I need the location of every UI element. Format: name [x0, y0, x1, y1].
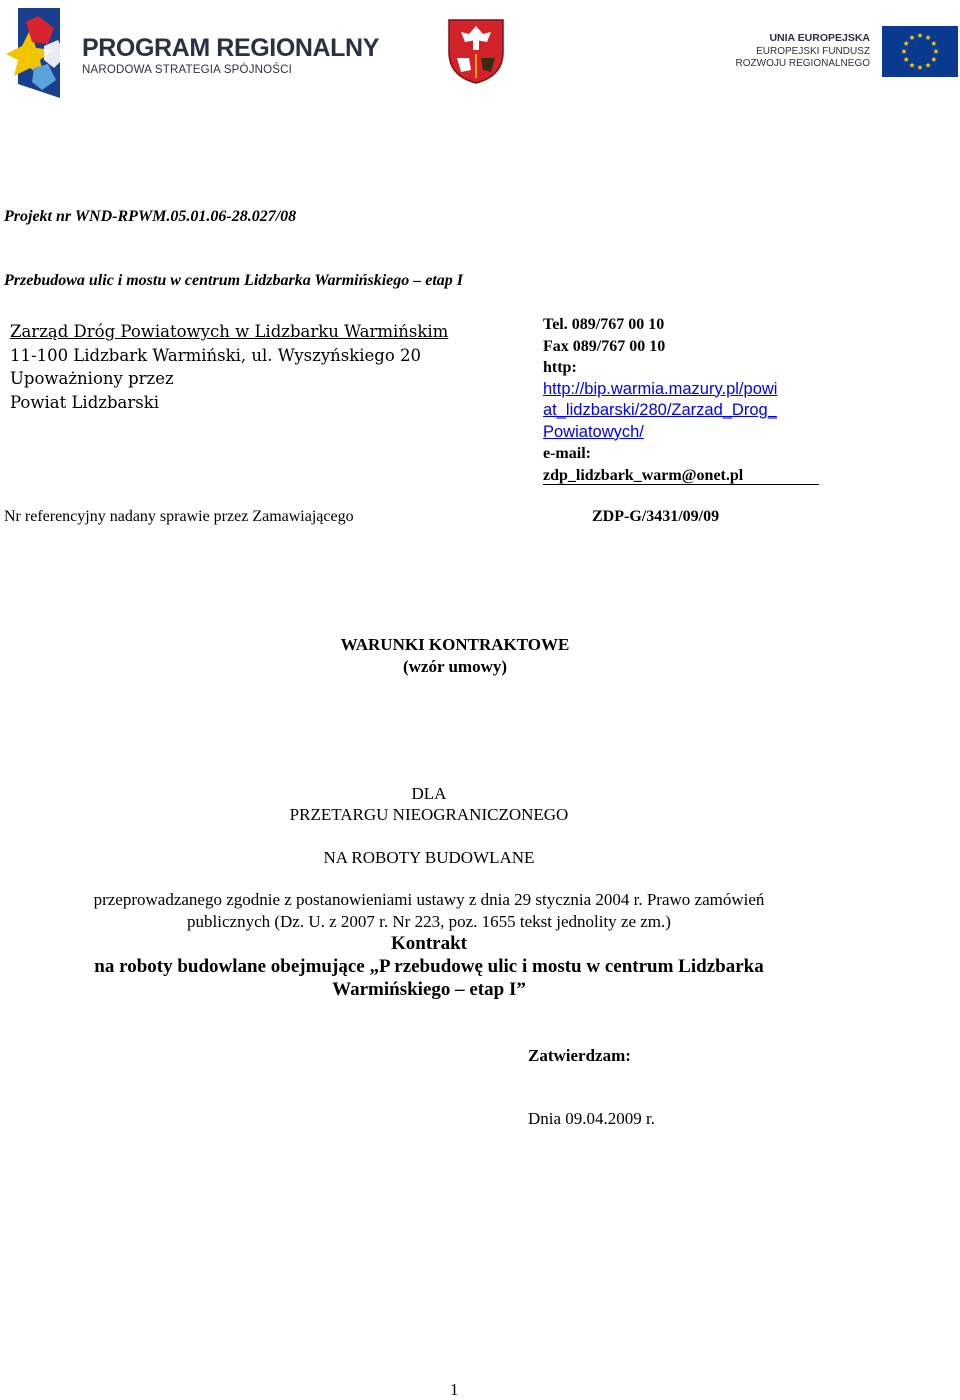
reference-label: Nr referencyjny nadany sprawie przez Zamawiającego: [4, 508, 354, 525]
page-number: 1: [450, 1380, 459, 1399]
program-star-emblem-icon: [4, 6, 76, 98]
eu-line-1: UNIA EUROPEJSKA: [769, 32, 870, 44]
contact-email[interactable]: zdp_lidzbark_warm@onet.pl: [543, 466, 744, 484]
program-regionalny-logo: [4, 6, 379, 98]
issuer-street: 11-100 Lidzbark Warmiński, ul. Wyszyńskiego 20: [10, 345, 422, 365]
contact-block: [543, 314, 777, 486]
body-works-type: NA ROBOTY BUDOWLANE: [323, 848, 535, 867]
contact-fax: Fax 089/767 00 10: [543, 337, 666, 355]
document-title: WARUNKI KONTRAKTOWE: [340, 635, 570, 654]
contact-http-label: http:: [543, 359, 577, 376]
body-tender-type: PRZETARGU NIEOGRANICZONEGO: [289, 805, 569, 824]
issuer-authorized: Upoważniony przez: [10, 369, 174, 388]
eu-line-2: EUROPEJSKI FUNDUSZ: [756, 46, 870, 57]
reference-value: ZDP-G/3431/09/09: [592, 508, 720, 525]
eu-fund-logo: [735, 26, 960, 80]
program-subtitle: NARODOWA STRATEGIA SPÓJNOŚCI: [82, 64, 293, 76]
contact-url-line-2[interactable]: at_lidzbarski/280/Zarzad_Drog_: [543, 401, 777, 419]
issuer-county: Powiat Lidzbarski: [10, 392, 159, 412]
contact-url-line-3[interactable]: Powiatowych/: [543, 422, 644, 441]
issuer-name: Zarząd Dróg Powiatowych w Lidzbarku Warmińskim: [10, 322, 449, 341]
eu-flag-icon: [882, 26, 958, 77]
project-name: Przebudowa ulic i mostu w centrum Lidzbarka Warmińskiego – etap I: [4, 272, 464, 289]
contact-email-label: e-mail:: [543, 445, 591, 462]
warmia-mazury-crest-icon: [447, 18, 505, 84]
eu-line-3: ROZWOJU REGIONALNEGO: [735, 58, 870, 69]
body-legal-line-2: publicznych (Dz. U. z 2007 r. Nr 223, poz. 1655 tekst jednolity ze zm.): [187, 912, 671, 931]
body-legal-line-1: przeprowadzanego zgodnie z postanowieniami ustawy z dnia 29 stycznia 2004 r. Prawo zamówień: [93, 890, 765, 909]
issuer-address: [10, 320, 448, 414]
project-number: Projekt nr WND-RPWM.05.01.06-28.027/08: [4, 208, 297, 225]
approval-date: Dnia 09.04.2009 r.: [528, 1109, 656, 1128]
contract-label: Kontrakt: [391, 933, 467, 954]
approval-label: Zatwierdzam:: [528, 1046, 631, 1065]
program-title: PROGRAM REGIONALNY: [82, 34, 379, 62]
contact-url-line-1[interactable]: http://bip.warmia.mazury.pl/powi: [543, 379, 778, 398]
contract-line-1: na roboty budowlane obejmujące „P rzebudowę ulic i mostu w centrum Lidzbarka: [94, 956, 764, 977]
body-dla: DLA: [411, 784, 447, 803]
contact-divider: [543, 484, 819, 485]
contact-tel: Tel. 089/767 00 10: [543, 316, 665, 333]
document-subtitle: (wzór umowy): [402, 657, 508, 676]
contract-line-2: Warmińskiego – etap I”: [332, 979, 526, 1000]
